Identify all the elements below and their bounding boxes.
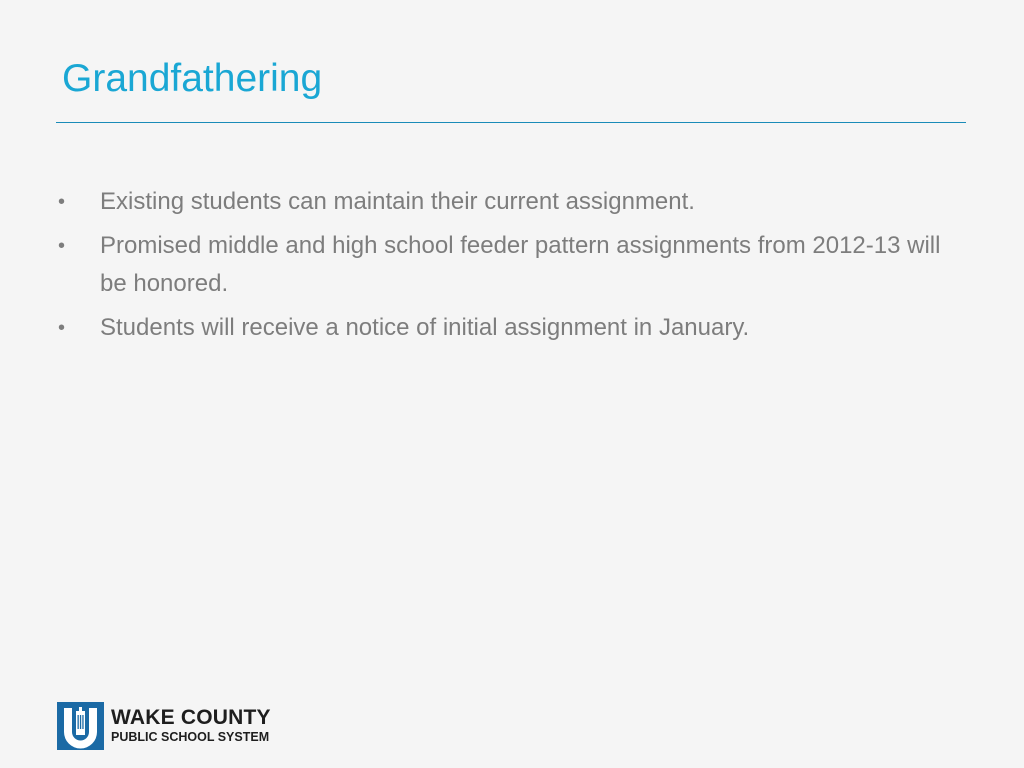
list-item [56,183,956,221]
logo-subtitle: PUBLIC SCHOOL SYSTEM [111,730,270,744]
bullet-text: Students will receive a notice of initial assignment in January. [100,314,750,341]
title-divider [56,122,966,123]
slide-title: Grandfathering [62,57,323,100]
school-building-logo-icon [57,702,104,750]
bullet-icon: • [58,235,66,257]
bullet-icon: • [58,191,66,213]
list-item [56,309,956,347]
bullet-text: Promised middle and high school feeder pattern assignments from 2012-13 will be honored. [100,232,941,297]
bullet-icon: • [58,317,66,339]
list-item [56,227,956,303]
logo-title: WAKE COUNTY [111,706,271,729]
bullet-text: Existing students can maintain their current assignment. [100,188,695,215]
bullet-list [56,183,956,353]
wake-county-logo [57,702,271,750]
